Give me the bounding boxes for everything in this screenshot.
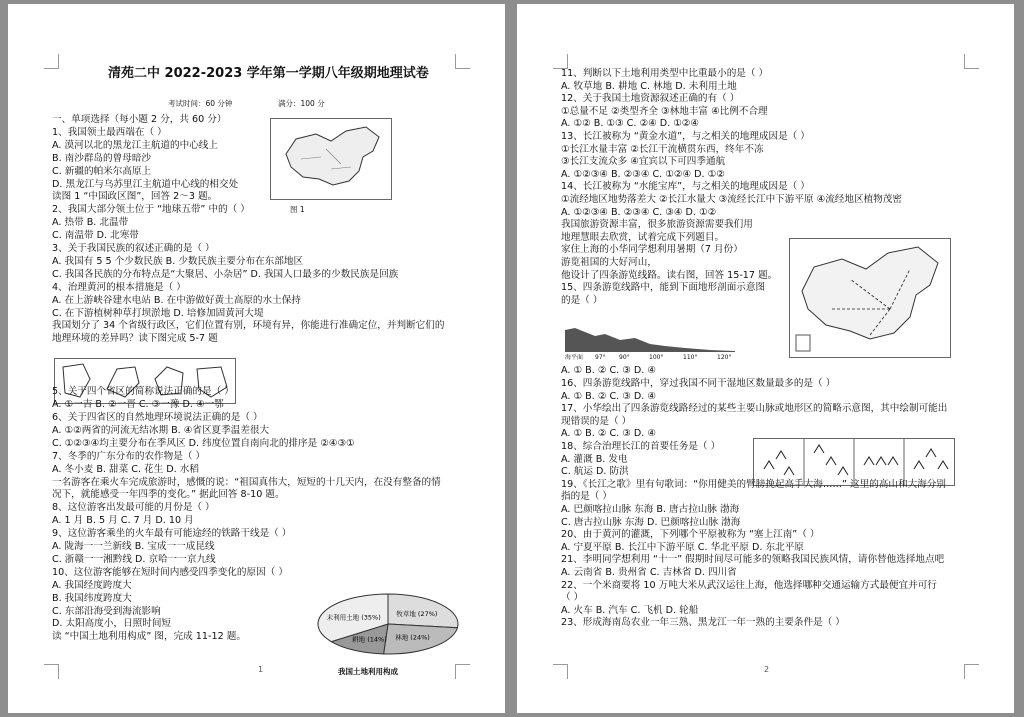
- text-line: A. 热带 B. 北温带: [52, 217, 129, 229]
- text-line: A. ① B. ② C. ③ D. ④: [561, 390, 657, 402]
- text-line: ①流经地区地势落差大 ②长江水量大 ③流经长江中下游平原 ④流经地区植物茂密: [561, 194, 902, 205]
- china-route-map-figure-icon: [789, 238, 951, 358]
- text-line: A. ①一吉 B. ②一晋 C. ③一豫 D. ④一鄂: [52, 399, 224, 411]
- crop-mark: [455, 664, 470, 679]
- crop-mark: [964, 54, 979, 69]
- text-line: A. 巴颜喀拉山脉 东海 B. 唐古拉山脉 渤海: [561, 504, 740, 515]
- text-line: D. 黑龙江与乌苏里江主航道中心线的相交处: [52, 178, 239, 190]
- text-line: ①总量不足 ②类型齐全 ③林地丰富 ④比例不合理: [561, 105, 768, 117]
- exam-time: 考试时间：60 分钟: [168, 99, 233, 108]
- document-page-2: [517, 4, 1014, 713]
- text-line: A. 在上游峡谷建水电站 B. 在中游做好黄土高原的水土保持: [52, 294, 301, 306]
- text-line: 游览祖国的大好河山，: [561, 257, 657, 268]
- text-line: （ ）: [561, 592, 584, 604]
- text-line: 13、长江被称为 “黄金水道”，与之相关的地理成因是（ ）: [561, 131, 810, 142]
- text-line: 19、《长江之歌》里有句歌词：“你用健美的臂膀挽起高手大海……” 这里的高山和大海分别: [561, 478, 946, 490]
- crop-mark: [964, 664, 979, 679]
- profile-sea-level: 海平面: [565, 354, 584, 361]
- text-line: 16、四条游览线路中，穿过我国不同干湿地区数量最多的是（ ）: [561, 378, 836, 389]
- crop-mark: [44, 54, 59, 69]
- text-line: 地理环境的差异吗？读下图完成 5-7 题: [52, 333, 218, 345]
- text-line: A. ① B. ② C. ③ D. ④: [561, 365, 657, 377]
- text-line: C. 航运 D. 防洪: [561, 466, 629, 478]
- text-line: 1、我国领土最西端在（ ）: [52, 126, 167, 138]
- text-line: A. 牧草地 B. 耕地 C. 林地 D. 未利用土地: [561, 80, 737, 92]
- text-line: 3、关于我国民族的叙述正确的是（ ）: [52, 243, 215, 254]
- text-line: C. 新疆的帕米尔高原上: [52, 165, 152, 177]
- text-line: A. 宁夏平原 B. 长江中下游平原 C. 华北平原 D. 东北平原: [561, 541, 804, 553]
- pie-title: 我国土地利用构成: [338, 667, 398, 676]
- text-line: ③长江支流众多 ④宜宾以下可四季通航: [561, 156, 726, 168]
- profile-tick: 90°: [619, 354, 630, 361]
- text-line: C. 南温带 D. 北寒带: [52, 230, 139, 242]
- text-line: A. 冬小麦 B. 甜菜 C. 花生 D. 水稻: [52, 463, 199, 475]
- text-line: A. 火车 B. 汽车 C. 飞机 D. 轮船: [561, 604, 699, 616]
- text-line: 10、这位游客能够在短时间内感受四季变化的原因（ ）: [52, 566, 288, 578]
- text-line: A. 1 月 B. 5 月 C. 7 月 D. 10 月: [52, 515, 194, 527]
- page-number: 2: [764, 665, 770, 674]
- text-line: A. 我国经度跨度大: [52, 579, 132, 591]
- text-line: 我国划分了 34 个省级行政区，它们位置有别，环境有异，你能进行准确定位，并判断它们的: [52, 320, 445, 332]
- text-line: 15、四条游览线路中，能到下面地形剖面示意图: [561, 282, 766, 294]
- fig1-label: 图 1: [290, 205, 305, 214]
- text-line: A. 漠河以北的黑龙江主航道的中心线上: [52, 139, 218, 151]
- text-line: 11、判断以下土地利用类型中比重最小的是（ ）: [561, 68, 769, 79]
- text-line: 他设计了四条游览线路。读右图，回答 15-17 题。: [561, 269, 778, 281]
- text-line: B. 我国纬度跨度大: [52, 592, 132, 604]
- text-line: 现错误的是（ ）: [561, 415, 632, 427]
- crop-mark: [455, 54, 470, 69]
- page-number: 1: [258, 665, 264, 674]
- text-line: A. ①② B. ①③ C. ②④ D. ①②④: [561, 118, 700, 130]
- pie-label: 牧草地 (27%): [396, 610, 438, 619]
- exam-score: 满分：100 分: [278, 99, 325, 108]
- text-line: 9、这位游客乘坐的火车最有可能途经的铁路干线是（ ）: [52, 528, 292, 540]
- china-map-figure-icon: [270, 118, 392, 200]
- exam-title: 清苑二中 2022-2023 学年第一学期八年级期地理试卷: [108, 66, 429, 81]
- text-line: A. 云南省 B. 贵州省 C. 吉林省 D. 四川省: [561, 567, 737, 578]
- pie-label: 未利用土地 (35%): [326, 613, 381, 622]
- text-line: 14、长江被称为 “水能宝库”，与之相关的地理成因是（ ）: [561, 181, 810, 193]
- text-line: 20、由于黄河的灌溉，下列哪个平原被称为 “塞上江南”（ ）: [561, 529, 820, 541]
- text-line: 地理慧眼去欣赏，试着完成下列题目。: [561, 231, 725, 243]
- text-line: 读图 1 “中国政区图”，回答 2～3 题。: [52, 191, 218, 203]
- text-line: 8、这位游客出发最可能的月份是（ ）: [52, 502, 215, 514]
- text-line: 一名游客在乘火车完成旅游时，感慨的说：“祖国真伟大，短短的十几天内，在没有整备的情: [52, 476, 441, 488]
- crop-mark: [553, 54, 568, 69]
- text-line: C. 我国各民族的分布特点是“大聚居、小杂居” D. 我国人口最多的少数民族是回族: [52, 268, 399, 280]
- pie-label: 林地 (24%): [395, 633, 430, 642]
- text-line: 18、综合治理长江的首要任务是（ ）: [561, 441, 721, 452]
- text-line: C. 东部沿海受到海流影响: [52, 605, 161, 617]
- text-line: 7、冬季的广东分布的农作物是（ ）: [52, 450, 206, 462]
- document-page-1: [8, 4, 505, 713]
- profile-tick: 110°: [683, 354, 698, 361]
- profile-tick: 100°: [649, 354, 664, 361]
- text-line: 6、关于四省区的自然地理环境说法正确的是（ ）: [52, 412, 263, 423]
- text-line: 读 “中国土地利用构成” 图，完成 11-12 题。: [52, 631, 246, 643]
- profile-tick: 120°: [717, 354, 732, 361]
- text-line: C. 浙赣一一湘黔线 D. 京哈一一京九线: [52, 553, 216, 565]
- text-line: 4、治理黄河的根本措施是（ ）: [52, 281, 186, 293]
- text-line: A. ① B. ② C. ③ D. ④: [561, 428, 657, 440]
- text-line: B. 南沙群岛的曾母暗沙: [52, 152, 152, 164]
- text-line: 家住上海的小华同学想利用暑期（7 月份）: [561, 244, 743, 256]
- text-line: 一、单项选择（每小题 2 分，共 60 分）: [52, 114, 227, 125]
- text-line: ①长江水量丰富 ②长江干流横贯东西，终年不冻: [561, 143, 764, 155]
- text-line: 21、李明同学想利用 “十一” 假期时间尽可能多的领略我国民族风情，请你替他选择地点吧: [561, 554, 945, 566]
- profile-tick: 97°: [595, 354, 606, 361]
- text-line: 我国旅游资源丰富，很多旅游资源需要我们用: [561, 219, 753, 231]
- text-line: C. 唐古拉山脉 东海 D. 巴颜喀拉山脉 渤海: [561, 516, 741, 528]
- text-line: 22、一个米商要将 10 万吨大米从武汉运往上海，他选择哪种交通运输方式最便宜并可行: [561, 579, 937, 591]
- text-line: C. 在下游植树种草打坝淤地 D. 培修加固黄河大堤: [52, 307, 264, 319]
- text-line: 23、形成海南岛农业一年三熟、黑龙江一年一熟的主要条件是（ ）: [561, 617, 845, 629]
- text-line: 5、关于四个省区的简称说法正确的是（ ）: [52, 386, 234, 398]
- pie-label: 耕地 (14%): [352, 635, 387, 644]
- text-line: 12、关于我国土地资源叙述正确的有（ ）: [561, 93, 740, 105]
- text-line: A. 我国有 5 5 个少数民族 B. 少数民族主要分布在东部地区: [52, 255, 304, 267]
- text-line: A. ①②③④ B. ②③④ C. ③④ D. ①②: [561, 206, 717, 218]
- crop-mark: [553, 664, 568, 679]
- crop-mark: [44, 664, 59, 679]
- text-line: 况下，就能感受一年四季的变化。” 据此回答 8-10 题。: [52, 489, 285, 501]
- text-line: D. 太阳高度小，日照时间短: [52, 618, 172, 630]
- text-line: A. ①②两省的河流无结冰期 B. ④省区夏季温差很大: [52, 424, 270, 436]
- text-line: A. ①②③④ B. ②③④ C. ①②④ D. ①②: [561, 168, 725, 180]
- land-use-pie-chart: [308, 584, 468, 664]
- text-line: 的是（ ）: [561, 294, 603, 306]
- text-line: A. 灌溉 B. 发电: [561, 453, 628, 465]
- text-line: 指的是（ ）: [561, 491, 613, 503]
- text-line: C. ①②③④均主要分布在季风区 D. 纬度位置自南向北的排序是 ②④③①: [52, 437, 355, 449]
- text-line: 2、我国大部分领土位于 “地球五带” 中的（ ）: [52, 204, 250, 216]
- text-line: 17、小华绘出了四条游览线路经过的某些主要山脉或地形区的简略示意图，其中绘制可能出: [561, 403, 948, 415]
- text-line: A. 陇海一一兰新线 B. 宝成一一成昆线: [52, 541, 215, 552]
